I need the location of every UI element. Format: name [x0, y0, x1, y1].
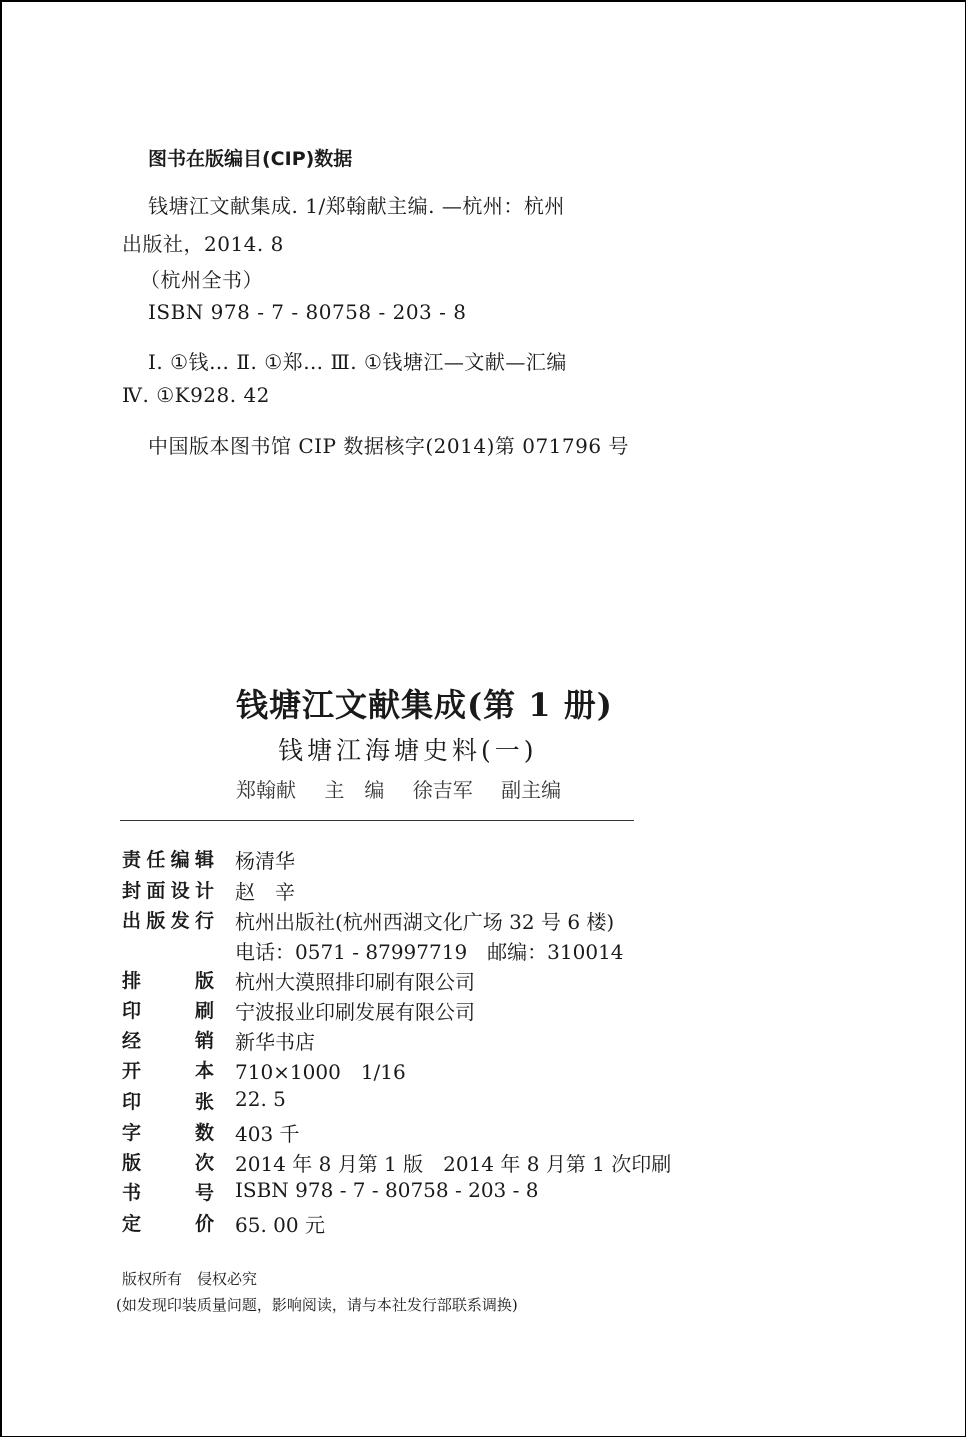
info-value: 电话：0571 - 87997719 邮编：310014: [235, 940, 624, 964]
info-value: 403 千: [235, 1122, 300, 1146]
cip-record-number: 中国版本图书馆 CIP 数据核字(2014)第 071796 号: [148, 434, 629, 458]
info-value: 新华书店: [235, 1030, 315, 1054]
cip-line-1: 钱塘江文献集成. 1/郑翰献主编. —杭州：杭州: [148, 194, 565, 218]
info-label: 版次: [122, 1152, 214, 1174]
info-value: 710×1000 1/16: [235, 1060, 406, 1084]
info-label: 经销: [122, 1030, 214, 1052]
info-label: 责任编辑: [122, 849, 214, 871]
info-label: 开本: [122, 1060, 214, 1082]
info-label: 书号: [122, 1182, 214, 1204]
deputy-editor: 徐吉军: [412, 778, 473, 802]
cip-isbn: ISBN 978 - 7 - 80758 - 203 - 8: [148, 300, 467, 324]
book-title: 钱塘江文献集成(第 1 册): [236, 686, 613, 724]
info-value: 2014 年 8 月第 1 版 2014 年 8 月第 1 次印刷: [235, 1152, 672, 1176]
chief-editor-role: 主 编: [324, 778, 385, 802]
cip-classification: Ⅰ. ①钱… Ⅱ. ①郑… Ⅲ. ①钱塘江—文献—汇编: [148, 350, 567, 374]
info-value: ISBN 978 - 7 - 80758 - 203 - 8: [235, 1178, 539, 1202]
info-label: 字数: [122, 1122, 214, 1144]
info-value: 赵 辛: [235, 880, 295, 904]
cip-line-2: 出版社，2014. 8: [122, 232, 284, 256]
cip-heading: 图书在版编目(CIP)数据: [148, 148, 353, 170]
editors-line: [236, 774, 583, 803]
info-label: 出版发行: [122, 910, 214, 932]
info-label: 印刷: [122, 1000, 214, 1022]
deputy-editor-role: 副主编: [501, 778, 562, 802]
divider: [120, 820, 634, 821]
info-value: 杭州大漠照排印刷有限公司: [235, 970, 475, 994]
info-value: 65. 00 元: [235, 1213, 325, 1237]
info-value: 22. 5: [235, 1087, 286, 1111]
chief-editor: 郑翰献: [236, 778, 296, 802]
cip-class-number: Ⅳ. ①K928. 42: [122, 383, 270, 407]
info-value: 杭州出版社(杭州西湖文化广场 32 号 6 楼): [235, 910, 615, 934]
info-label: 印张: [122, 1091, 214, 1113]
copyright-notice: 版权所有 侵权必究: [122, 1270, 258, 1288]
info-value: 宁波报业印刷发展有限公司: [235, 1000, 475, 1024]
cip-line-3: （杭州全书）: [140, 268, 263, 292]
info-value: 杨清华: [235, 849, 295, 873]
info-label: 排版: [122, 970, 214, 992]
book-subtitle: 钱塘江海塘史料(一): [278, 736, 538, 765]
info-label: 封面设计: [122, 880, 214, 902]
copyright-return-note: (如发现印装质量问题，影响阅读，请与本社发行部联系调换): [116, 1296, 518, 1314]
info-label: 定价: [122, 1213, 214, 1235]
